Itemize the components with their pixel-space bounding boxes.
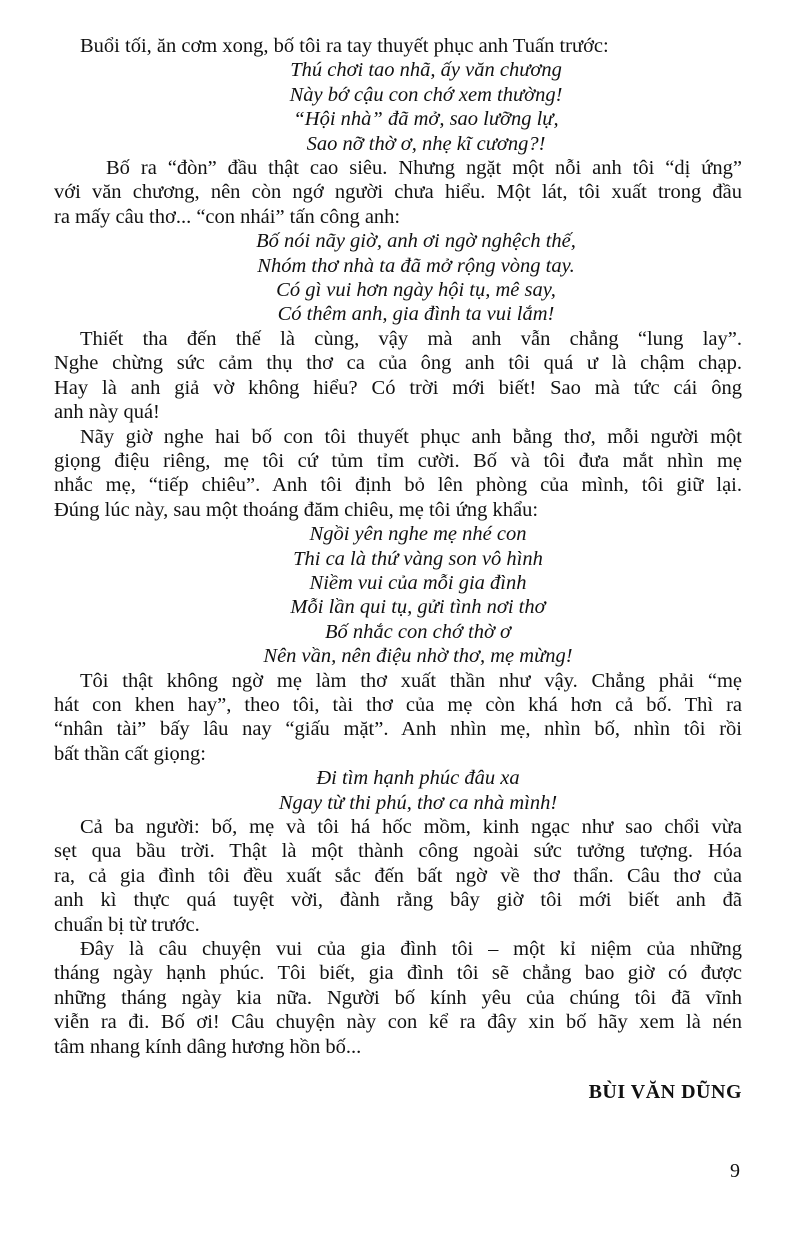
- story-text: [54, 34, 742, 1059]
- text-line: hát con khen hay”, theo tôi, tài thơ của mẹ còn khá hơn cả bố. Thì ra: [54, 693, 742, 716]
- text-line: bất thần cất giọng:: [54, 742, 206, 765]
- text-line: “nhân tài” bấy lâu nay “giấu mặt”. Anh nhìn mẹ, nhìn bố, nhìn tôi rồi: [54, 718, 742, 741]
- verse-line: Có gì vui hơn ngày hội tụ, mê say,: [276, 279, 556, 302]
- text-line: anh kì thực quá tuyệt vời, đành rằng bây giờ tôi mới biết anh đã: [54, 889, 742, 912]
- verse-line: Đi tìm hạnh phúc đâu xa: [316, 767, 520, 790]
- verse-2: [80, 229, 742, 327]
- verse-line: Này bớ cậu con chớ xem thường!: [289, 83, 563, 106]
- verse-line: Niềm vui của mỗi gia đình: [309, 571, 527, 594]
- text-line: anh này quá!: [54, 401, 160, 424]
- text-line: viễn ra đi. Bố ơi! Câu chuyện này con kể ra đây xin bố hãy xem là nén: [54, 1011, 742, 1034]
- verse-line: Bố nhắc con chớ thờ ơ: [325, 620, 511, 643]
- text-line: ra, cả gia đình tôi đều xuất sắc đến bất ngờ về thơ thẩn. Câu thơ của: [54, 864, 742, 887]
- text-line: tâm nhang kính dâng hương hồn bố...: [54, 1035, 362, 1058]
- verse-line: Thi ca là thứ vàng son vô hình: [293, 547, 543, 570]
- text-line: Bố ra “đòn” đầu thật cao siêu. Nhưng ngặt một nỗi anh tôi “dị ứng”: [106, 157, 742, 180]
- text-line: với văn chương, nên còn ngớ người chưa hiểu. Một lát, tôi xuất trong đầu: [54, 181, 742, 204]
- page-number: 9: [730, 1160, 740, 1182]
- paragraph-3: [54, 327, 742, 425]
- verse-line: Bố nói nãy giờ, anh ơi ngờ nghệch thế,: [256, 230, 576, 253]
- text-line: Cả ba người: bố, mẹ và tôi há hốc mồm, kinh ngạc như sao chổi vừa: [80, 816, 742, 838]
- verse-line: Có thêm anh, gia đình ta vui lắm!: [277, 303, 555, 326]
- text-line: chuẩn bị từ trước.: [54, 913, 200, 936]
- text-line: Đúng lúc này, sau một thoáng đăm chiêu, mẹ tôi ứng khẩu:: [54, 498, 539, 521]
- paragraph-7: [54, 937, 742, 1059]
- verse-line: Ngồi yên nghe mẹ nhé con: [309, 523, 527, 546]
- paragraph-1: [80, 34, 742, 58]
- paragraph-6: [54, 815, 742, 937]
- text-line: Đây là câu chuyện vui của gia đình tôi – một kỉ niệm của những: [80, 938, 742, 961]
- text-line: sẹt qua bầu trời. Thật là một thành công ngoài sức tưởng tượng. Hóa: [54, 840, 742, 863]
- verse-4: [80, 766, 742, 815]
- text-line: tháng ngày hạnh phúc. Tôi biết, gia đình tôi sẽ chẳng bao giờ có được: [54, 962, 742, 985]
- text-line: giọng điệu riêng, mẹ tôi cứ tủm tỉm cười. Bố và tôi đưa mắt nhìn mẹ: [54, 449, 742, 472]
- text-line: Nãy giờ nghe hai bố con tôi thuyết phục anh bằng thơ, mỗi người một: [80, 425, 742, 448]
- text-line: Nghe chừng sức cảm thụ thơ ca của ông anh tôi quá ư là chậm chạp.: [54, 352, 742, 375]
- author-name: BÙI VĂN DŨNG: [588, 1081, 742, 1103]
- verse-line: Nhóm thơ nhà ta đã mở rộng vòng tay.: [257, 254, 575, 277]
- verse-1: [80, 58, 742, 156]
- verse-line: Sao nỡ thờ ơ, nhẹ kĩ cương?!: [306, 132, 546, 155]
- verse-line: “Hội nhà” đã mở, sao lưỡng lự,: [293, 108, 559, 131]
- text-line: Thiết tha đến thế là cùng, vậy mà anh vẫn chẳng “lung lay”.: [80, 327, 742, 350]
- paragraph-5: [54, 669, 742, 767]
- verse-3: [80, 522, 742, 668]
- paragraph-4: [54, 425, 742, 523]
- text-line: Tôi thật không ngờ mẹ làm thơ xuất thần như vậy. Chẳng phải “mẹ: [80, 669, 742, 692]
- paragraph-2: [54, 156, 742, 229]
- verse-line: Nên vần, nên điệu nhờ thơ, mẹ mừng!: [263, 645, 573, 668]
- text-line: Hay là anh giả vờ không hiểu? Có trời mới biết! Sao mà tức cái ông: [54, 376, 742, 399]
- verse-line: Ngay từ thi phú, thơ ca nhà mình!: [278, 791, 558, 814]
- verse-line: Mỗi lần qui tụ, gửi tình nơi thơ: [290, 596, 546, 619]
- text-line: ra mấy câu thơ... “con nhái” tấn công anh:: [54, 205, 401, 228]
- verse-line: Thú chơi tao nhã, ấy văn chương: [290, 59, 562, 82]
- text-line: Buổi tối, ăn cơm xong, bố tôi ra tay thuyết phục anh Tuấn trước:: [80, 35, 609, 57]
- text-line: nhắc mẹ, “tiếp chiêu”. Anh tôi định bỏ lên phòng của mình, tôi giữ lại.: [54, 474, 742, 497]
- text-line: những tháng ngày kia nữa. Người bố kính yêu của chúng tôi đã vĩnh: [54, 986, 742, 1009]
